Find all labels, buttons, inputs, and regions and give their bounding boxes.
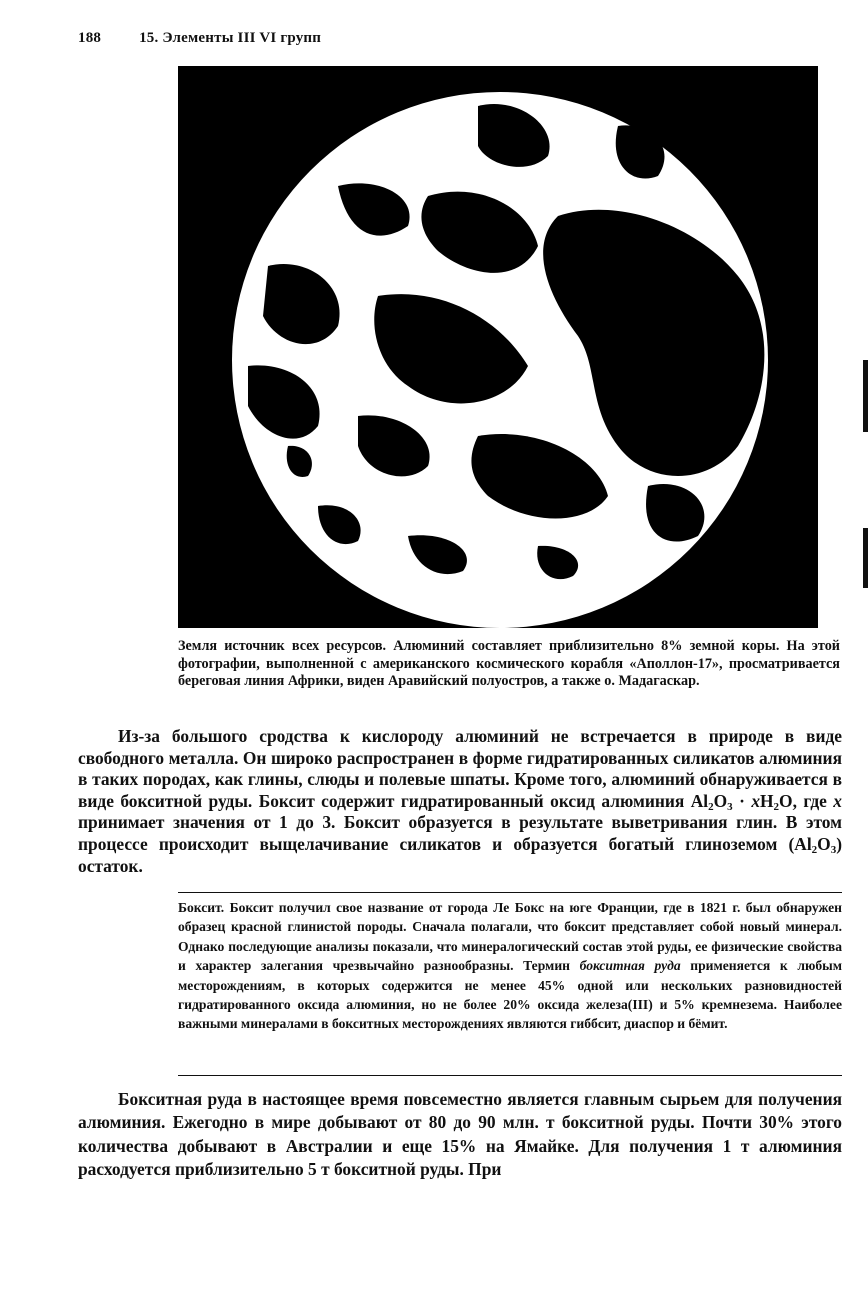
earth-photo (178, 66, 818, 628)
page-header (78, 30, 321, 47)
paragraph-aluminium-occurrence: Из-за большого сродства к кислороду алюминий не встречается в природе в виде свободного металла. Он широко распространен в форме гидратированных силикатов алюминия в таких породах, как глины, слюды и полевые шпаты. Кроме того, алюминий обнаруживается в виде бокситной руды. Боксит содержит гидратированный оксид алюминия $Al_2O_3 \cdot xH_2O$, где x принимает значения от 1 до 3. Боксит образуется в результате выветривания глин. В этом процессе происходит выщелачивание силикатов и образуется богатый глиноземом $(Al_2O_3)$ остаток. (78, 726, 842, 876)
page-edge-mark (863, 528, 868, 588)
box-bottom-rule (178, 1075, 842, 1076)
box-title: Боксит. (178, 900, 225, 915)
page-edge-mark (863, 360, 868, 432)
figure-caption: Земля источник всех ресурсов. Алюминий составляет приблизительно 8% земной коры. На этой фотографии, выполненной с американского космического корабля «Аполлон-17», просматривается береговая линия Африки, виден Аравийский полуостров, а также о. Мадагаскар. (178, 638, 840, 689)
box-top-rule (178, 892, 842, 893)
box-term: бокситная руда (579, 958, 681, 974)
chapter-title: 15. Элементы III VI групп (139, 30, 322, 46)
bauxite-sidebar-box: Боксит. Боксит получил свое название от города Ле Бокс на юге Франции, где в 1821 г. был обнаружен образец красной глинистой породы. Сначала полагали, что боксит представляет собой новый минерал. Однако последующие анализы показали, что минералогический состав этой руды, ее физические свойства и характер залегания чрезвычайно разнообразны. Термин бокситная руда применяется к любым месторождениям, в которых содержится не менее 45% одной или нескольких разновидностей гидратированного оксида алюминия, но не более 20% оксида железа(III) и 5% кремнезема. Наиболее важными минералами в бокситных месторождениях являются гиббсит, диаспор и бёмит. (178, 900, 843, 1032)
page-number: 188 (78, 30, 102, 46)
earth-globe-graphic (178, 66, 818, 628)
paragraph-bauxite-production: Бокситная руда в настоящее время повсеместно является главным сырьем для получения алюминия. Ежегодно в мире добывают от 80 до 90 млн. т бокситной руды. Почти 30% этого количества добывают в Австралии и еще 15% на Ямайке. Для получения 1 т алюминия расходуется приблизительно 5 т бокситной руды. При (78, 1089, 842, 1180)
